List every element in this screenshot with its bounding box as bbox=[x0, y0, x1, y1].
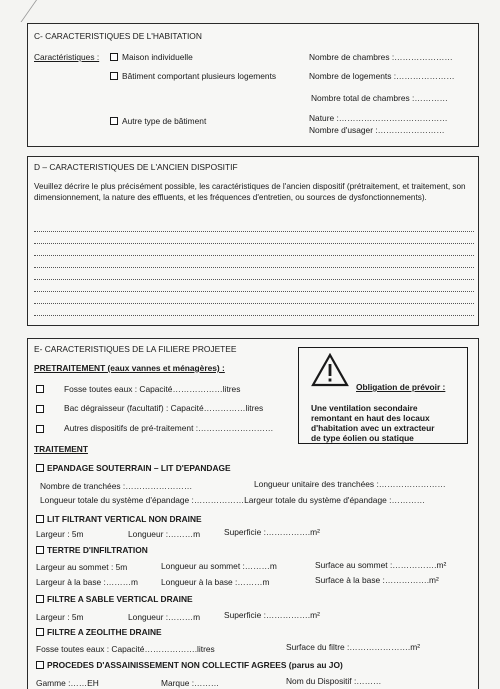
epandage-heading: EPANDAGE SOUTERRAIN – LIT D'EPANDAGE bbox=[47, 463, 231, 473]
nombre-total-chambres-field[interactable]: Nombre total de chambres :………… bbox=[311, 93, 448, 103]
tertre-longueur-base-field[interactable]: Longueur à la base :………m bbox=[161, 577, 270, 587]
description-line[interactable] bbox=[34, 255, 474, 256]
batiment-logements-checkbox[interactable] bbox=[110, 72, 118, 80]
zeolithe-heading: FILTRE A ZEOLITHE DRAINE bbox=[47, 627, 162, 637]
lit-superficie-field[interactable]: Superficie :…………….m² bbox=[224, 527, 320, 537]
batiment-logements-label: Bâtiment comportant plusieurs logements bbox=[122, 71, 277, 81]
pretraitement-heading: PRETRAITEMENT (eaux vannes et ménagères) : bbox=[34, 363, 225, 373]
maison-individuelle-label: Maison individuelle bbox=[122, 52, 193, 62]
warning-box bbox=[298, 347, 468, 444]
nature-field[interactable]: Nature :………………………………… bbox=[309, 113, 448, 123]
tertre-longueur-sommet-field[interactable]: Longueur au sommet :………m bbox=[161, 561, 277, 571]
warning-triangle-icon bbox=[311, 353, 349, 387]
maison-individuelle-checkbox[interactable] bbox=[110, 53, 118, 61]
lit-filtrant-checkbox[interactable] bbox=[36, 515, 44, 523]
tertre-largeur-base-field[interactable]: Largeur à la base :………m bbox=[36, 577, 138, 587]
description-line[interactable] bbox=[34, 267, 474, 268]
page-corner-fold bbox=[3, 0, 37, 22]
description-line[interactable] bbox=[34, 291, 474, 292]
description-line[interactable] bbox=[34, 231, 474, 232]
warning-line: d'habitation avec un extracteur bbox=[311, 423, 435, 433]
filtre-sable-heading: FILTRE A SABLE VERTICAL DRAINE bbox=[47, 594, 193, 604]
gamme-field[interactable]: Gamme :……EH bbox=[36, 678, 99, 688]
warning-line: de type éolien ou statique bbox=[311, 433, 414, 443]
warning-title: Obligation de prévoir : bbox=[356, 382, 446, 392]
tertre-checkbox[interactable] bbox=[36, 546, 44, 554]
warning-line: remontant en haut des locaux bbox=[311, 413, 430, 423]
fosse-toutes-eaux-checkbox[interactable] bbox=[36, 385, 44, 393]
description-line[interactable] bbox=[34, 279, 474, 280]
traitement-heading: TRAITEMENT bbox=[34, 444, 88, 454]
bac-degraisseur-checkbox[interactable] bbox=[36, 405, 44, 413]
longueur-largeur-epandage-field[interactable]: Longueur totale du système d'épandage :………………Largeur totale du système d'épandage :………… bbox=[40, 495, 425, 505]
tertre-surface-sommet-field[interactable]: Surface au sommet :…………….m² bbox=[315, 560, 447, 570]
longueur-unitaire-field[interactable]: Longueur unitaire des tranchées :…………………… bbox=[254, 479, 446, 489]
warning-line: Une ventilation secondaire bbox=[311, 403, 418, 413]
lit-longueur-field[interactable]: Longueur :………m bbox=[128, 529, 201, 539]
section-d-title: D – CARACTERISTIQUES DE L'ANCIEN DISPOSITIF bbox=[34, 162, 238, 172]
tertre-heading: TERTRE D'INFILTRATION bbox=[47, 545, 148, 555]
nombre-logements-field[interactable]: Nombre de logements :………………… bbox=[309, 71, 455, 81]
description-line[interactable] bbox=[34, 315, 474, 316]
zeolithe-checkbox[interactable] bbox=[36, 628, 44, 636]
section-e-title: E- CARACTERISTIQUES DE LA FILIERE PROJETEE bbox=[34, 344, 237, 354]
zeolithe-surface-field[interactable]: Surface du filtre :………………….m² bbox=[286, 642, 421, 652]
autres-pretraitement-label: Autres dispositifs de pré-traitement :……………………… bbox=[64, 423, 274, 433]
tertre-surface-base-field[interactable]: Surface à la base :…………….m² bbox=[315, 575, 439, 585]
bac-degraisseur-label: Bac dégraisseur (facultatif) : Capacité……………litres bbox=[64, 403, 264, 413]
procedes-agrees-heading: PROCEDES D'ASSAINISSEMENT NON COLLECTIF AGREES (parus au JO) bbox=[47, 660, 343, 670]
tertre-largeur-sommet: Largeur au sommet : 5m bbox=[36, 562, 128, 572]
filtre-sable-checkbox[interactable] bbox=[36, 595, 44, 603]
nombre-chambres-field[interactable]: Nombre de chambres :………………… bbox=[309, 52, 453, 62]
procedes-agrees-checkbox[interactable] bbox=[36, 661, 44, 669]
autre-batiment-label: Autre type de bâtiment bbox=[122, 116, 207, 126]
section-c-title: C- CARACTERISTIQUES DE L'HABITATION bbox=[34, 31, 202, 41]
nombre-tranchees-field[interactable]: Nombre de tranchées :…………………… bbox=[40, 481, 193, 491]
zeolithe-fosse-field[interactable]: Fosse toutes eaux : Capacité……………….litres bbox=[36, 644, 215, 654]
section-d-instructions: Veuillez décrire le plus précisément possible, les caractéristiques de l'ancien dispositif (prétraitement, et traitement, son dimensionnement, la nature des effluents, et les fréquences d'entretien, ou sources de dysfonctionnements). bbox=[34, 182, 466, 203]
marque-field[interactable]: Marque :……… bbox=[161, 678, 220, 688]
filtre-largeur: Largeur : 5m bbox=[36, 612, 84, 622]
lit-filtrant-heading: LIT FILTRANT VERTICAL NON DRAINE bbox=[47, 514, 202, 524]
description-line[interactable] bbox=[34, 303, 474, 304]
fosse-toutes-eaux-label: Fosse toutes eaux : Capacité………………litres bbox=[64, 384, 241, 394]
autre-batiment-checkbox[interactable] bbox=[110, 117, 118, 125]
filtre-superficie-field[interactable]: Superficie :…………….m² bbox=[224, 610, 320, 620]
nom-dispositif-field[interactable]: Nom du Dispositif :……… bbox=[286, 676, 382, 686]
lit-largeur: Largeur : 5m bbox=[36, 529, 84, 539]
epandage-checkbox[interactable] bbox=[36, 464, 44, 472]
caracteristiques-label: Caractéristiques : bbox=[34, 52, 100, 62]
filtre-longueur-field[interactable]: Longueur :………m bbox=[128, 612, 201, 622]
autres-pretraitement-checkbox[interactable] bbox=[36, 425, 44, 433]
description-line[interactable] bbox=[34, 243, 474, 244]
nombre-usager-field[interactable]: Nombre d'usager :…………………… bbox=[309, 125, 445, 135]
